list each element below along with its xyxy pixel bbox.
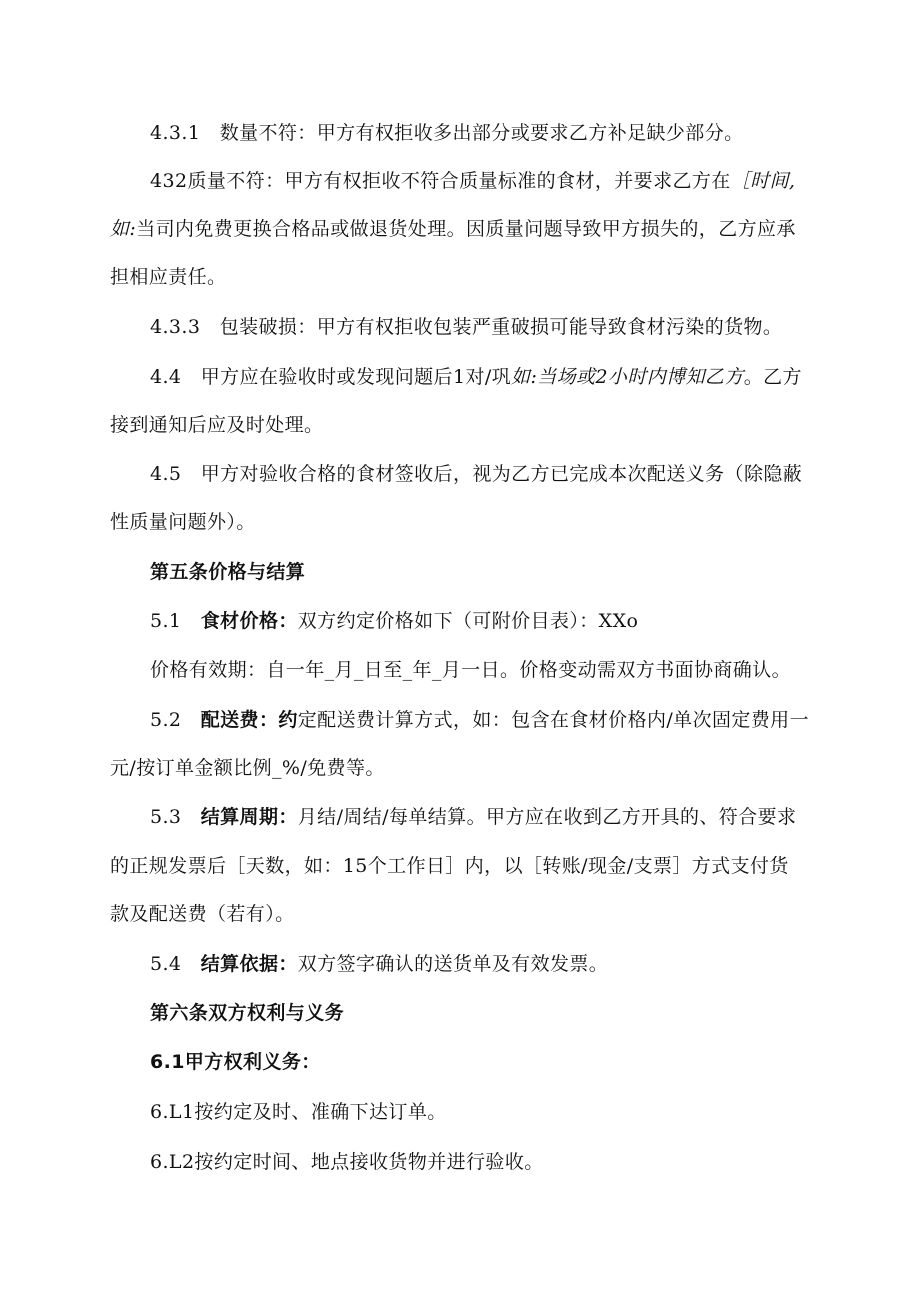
clause-text: 甲方对验收合格的食材签收后，视为乙方已完成本次配送义务（除隐蔽 — [200, 463, 803, 485]
clause-text: 接到通知后应及时处理。 — [110, 414, 324, 436]
clause-4-3-1 — [150, 120, 744, 146]
placeholder-text: ［时间, — [730, 170, 796, 192]
article-6-heading: 第六条双方权利与义务 — [150, 1002, 345, 1024]
clause-text: 定配送费计算方式，如：包含在食材价格内/单次固定费用一 — [297, 709, 809, 731]
clause-4-4-line-2 — [110, 412, 323, 438]
placeholder-text: 如: — [110, 218, 137, 240]
clause-text: 担相应责任。 — [110, 266, 227, 288]
clause-5-1 — [150, 608, 638, 634]
clause-number: 4.3.3 — [150, 316, 201, 338]
clause-label: 结算依据： — [200, 953, 298, 975]
clause-5-1-validity — [150, 657, 791, 683]
clause-number: 5.1 — [150, 610, 182, 632]
clause-text: 甲方应在验收时或发现问题后1对/巩 — [200, 366, 512, 388]
clause-6-1-2: 6.L2按约定时间、地点接收货物并进行验收。 — [150, 1151, 544, 1173]
clause-text: 包装破损：甲方有权拒收包装严重破损可能导致食材污染的货物。 — [219, 316, 783, 338]
clause-5-3-line-2 — [110, 853, 789, 879]
clause-text: 。乙方 — [743, 366, 802, 388]
clause-5-2-line-1 — [150, 707, 809, 733]
clause-text: 双方约定价格如下（可附价目表）：XXo — [297, 610, 639, 632]
clause-6-1-heading: 6.1甲方权利义务： — [150, 1051, 321, 1073]
clause-text: 款及配送费（若有）。 — [110, 903, 295, 925]
clause-number: 5.2 — [150, 709, 182, 731]
article-5-heading: 第五条价格与结算 — [150, 561, 306, 583]
clause-text: 数量不符：甲方有权拒收多出部分或要求乙方补足缺少部分。 — [219, 122, 744, 144]
clause-text: 当司内免费更换合格品或做退货处理。因质量问题导致甲方损失的，乙方应承 — [136, 218, 796, 240]
clause-label: 食材价格： — [200, 610, 298, 632]
clause-4-3-3 — [150, 314, 782, 340]
clause-number: 5.4 — [150, 953, 182, 975]
clause-5-3-line-3 — [110, 901, 295, 927]
clause-text: 的正规发票后［天数，如：15个工作日］内，以［转账/现金/支票］方式支付货 — [110, 855, 789, 877]
clause-4-5-line-2 — [110, 509, 256, 535]
clause-6-1-1: 6.L1按约定及时、准确下达订单。 — [150, 1101, 447, 1123]
clause-4-3-2-line-3 — [110, 264, 226, 290]
clause-5-2-line-2 — [110, 755, 385, 781]
clause-text: 性质量问题外）。 — [110, 511, 256, 533]
clause-4-4-line-1 — [150, 364, 802, 390]
clause-number: 4.3.1 — [150, 122, 201, 144]
clause-5-3-line-1 — [150, 804, 796, 830]
clause-number: 4.5 — [150, 463, 182, 485]
clause-text: 月结/周结/每单结算。甲方应在收到乙方开具的、符合要求 — [297, 806, 797, 828]
clause-4-3-2-line-1 — [150, 168, 795, 194]
clause-number: 4.4 — [150, 366, 182, 388]
clause-text: 432质量不符：甲方有权拒收不符合质量标准的食材，并要求乙方在 — [150, 170, 731, 192]
clause-number: 5.3 — [150, 806, 182, 828]
clause-text: 双方签字确认的送货单及有效发票。 — [297, 953, 609, 975]
clause-text: 元/按订单金额比例_%/免费等。 — [110, 757, 385, 779]
clause-label: 配送费：约 — [200, 709, 298, 731]
clause-4-3-2-line-2 — [110, 216, 796, 242]
placeholder-text: 如:当场或2小时内博知乙方 — [511, 366, 744, 388]
clause-4-5-line-1 — [150, 461, 802, 487]
clause-5-4 — [150, 951, 608, 977]
clause-text: 价格有效期：自一年_月_日至_年_月一日。价格变动需双方书面协商确认。 — [150, 659, 792, 681]
clause-label: 结算周期： — [200, 806, 298, 828]
